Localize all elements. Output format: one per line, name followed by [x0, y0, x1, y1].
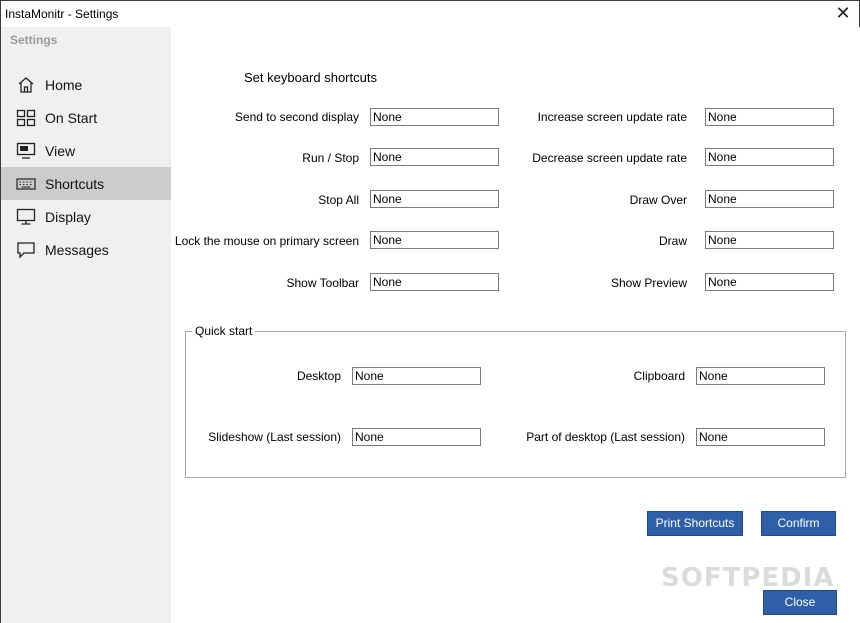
quick-start-group: [185, 331, 846, 478]
lock-mouse-field[interactable]: None: [370, 231, 499, 249]
shortcut-label: Show Toolbar: [286, 276, 359, 290]
shortcut-label: Show Preview: [610, 276, 687, 290]
shortcut-label: Increase screen update rate: [537, 110, 687, 124]
sidebar-item-view[interactable]: [1, 134, 171, 167]
sidebar-item-label: View: [45, 142, 76, 159]
sidebar-item-display[interactable]: [1, 200, 171, 233]
print-shortcuts-button[interactable]: Print Shortcuts: [647, 511, 743, 536]
desktop-field[interactable]: None: [352, 367, 481, 385]
sidebar-item-label: Messages: [45, 241, 109, 258]
quick-start-legend: Quick start: [192, 324, 255, 338]
shortcut-label: Draw Over: [629, 193, 687, 207]
sidebar-item-label: On Start: [45, 109, 98, 126]
sidebar-item-shortcuts[interactable]: [1, 167, 171, 200]
close-button[interactable]: Close: [763, 590, 837, 615]
show-preview-field[interactable]: None: [705, 273, 834, 291]
shortcut-label: Send to second display: [234, 110, 359, 124]
sidebar-header: Settings: [10, 33, 58, 47]
title-bar: [1, 1, 859, 27]
shortcut-label: Stop All: [318, 193, 359, 207]
draw-over-field[interactable]: None: [705, 190, 834, 208]
softpedia-watermark: SOFTPEDIA: [661, 563, 835, 593]
send-to-second-display-field[interactable]: None: [370, 108, 499, 126]
part-of-desktop-field[interactable]: None: [696, 428, 825, 446]
close-icon[interactable]: ✕: [835, 3, 851, 24]
keyboard-icon: [15, 175, 37, 193]
sidebar-item-home[interactable]: [1, 68, 171, 101]
slideshow-field[interactable]: None: [352, 428, 481, 446]
grid-icon: [15, 109, 37, 127]
stop-all-field[interactable]: None: [370, 190, 499, 208]
section-title: Set keyboard shortcuts: [244, 70, 377, 85]
draw-field[interactable]: None: [705, 231, 834, 249]
show-toolbar-field[interactable]: None: [370, 273, 499, 291]
shortcut-label: Lock the mouse on primary screen: [174, 234, 359, 248]
sidebar-item-on-start[interactable]: [1, 101, 171, 134]
shortcut-label: Draw: [658, 234, 687, 248]
display-icon: [15, 208, 37, 226]
shortcut-label: Run / Stop: [302, 151, 359, 165]
sidebar: [1, 27, 171, 623]
quick-start-label: Desktop: [296, 369, 341, 383]
quick-start-label: Clipboard: [633, 369, 685, 383]
clipboard-field[interactable]: None: [696, 367, 825, 385]
sidebar-item-messages[interactable]: [1, 233, 171, 266]
quick-start-label: Slideshow (Last session): [208, 430, 341, 444]
sidebar-item-label: Shortcuts: [45, 175, 105, 192]
confirm-button[interactable]: Confirm: [761, 511, 836, 536]
run-stop-field[interactable]: None: [370, 148, 499, 166]
sidebar-item-label: Display: [45, 208, 91, 225]
monitor-view-icon: [15, 142, 37, 160]
home-icon: [15, 76, 37, 94]
increase-update-rate-field[interactable]: None: [705, 108, 834, 126]
window-title: InstaMonitr - Settings: [5, 7, 119, 21]
quick-start-label: Part of desktop (Last session): [526, 430, 685, 444]
shortcuts-panel: [171, 27, 860, 623]
shortcut-label: Decrease screen update rate: [532, 151, 687, 165]
sidebar-item-label: Home: [45, 76, 83, 93]
decrease-update-rate-field[interactable]: None: [705, 148, 834, 166]
chat-icon: [15, 241, 37, 259]
